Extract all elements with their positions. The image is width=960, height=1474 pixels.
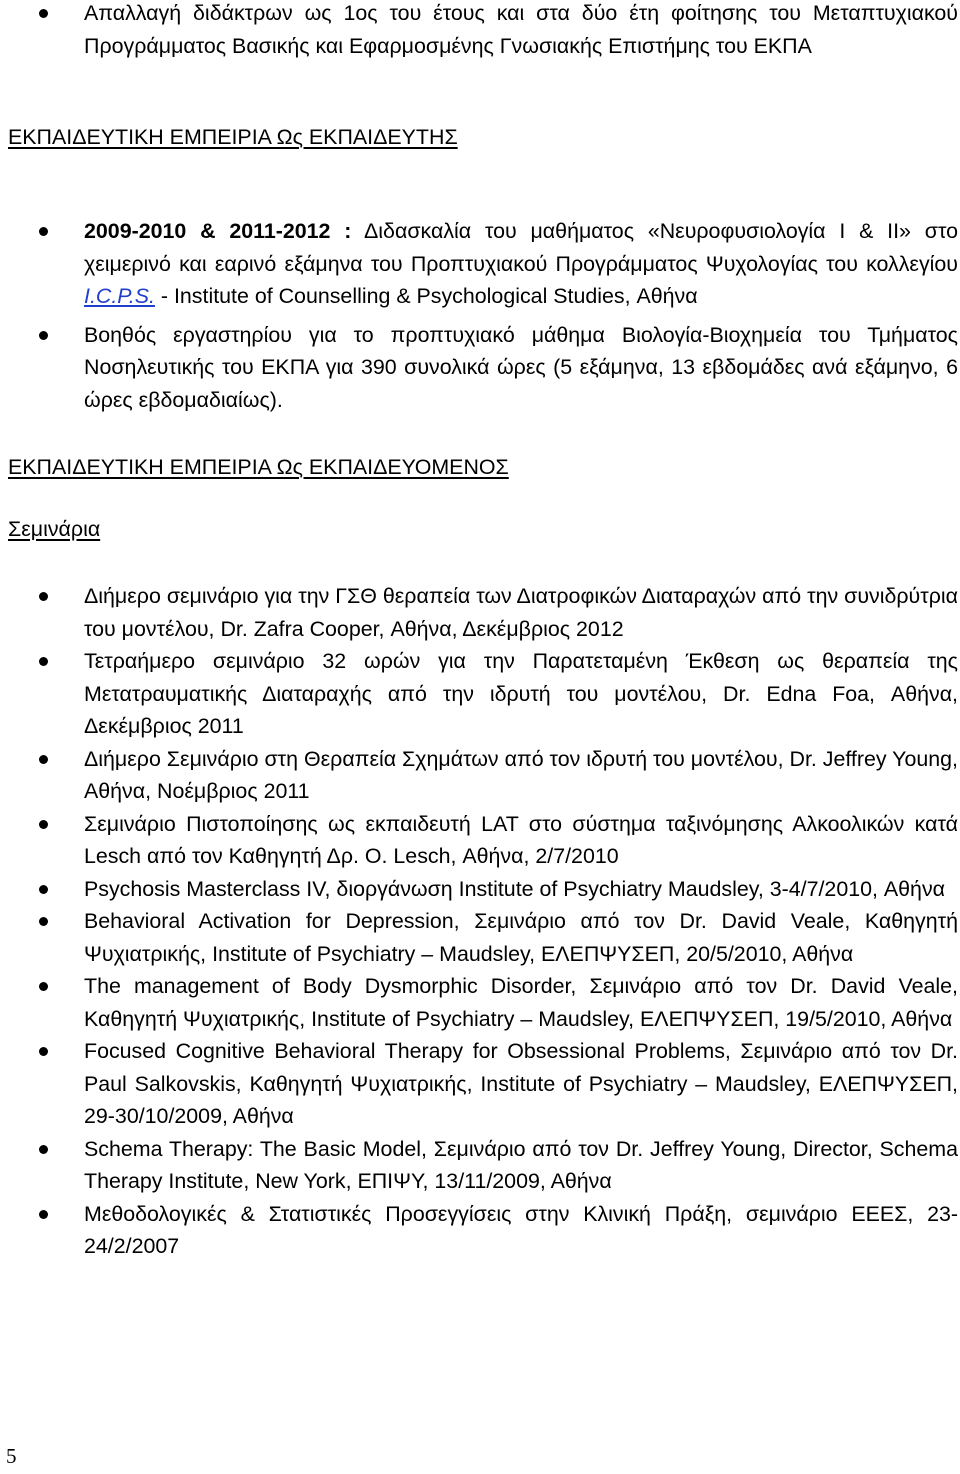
fee-waiver-section <box>0 0 960 62</box>
bullet-icon <box>39 820 48 829</box>
bullet-icon <box>39 885 48 894</box>
section-heading-trainee: ΕΚΠΑΙΔΕΥΤΙΚΗ ΕΜΠΕΙΡΙΑ Ως ΕΚΠΑΙΔΕΥΟΜΕΝΟΣ <box>8 455 509 479</box>
teaching-list <box>0 215 960 416</box>
teaching-description: Διδασκαλία του μαθήματος «Νευροφυσιολογία I & II» στο χειμερινό και εαρινό εξάμηνα του Προπτυχιακού Προγράμματος Ψυχολογίας του κολλεγίου <box>84 219 958 276</box>
list-item-text: Βοηθός εργαστηρίου για το προπτυχιακό μάθημα Βιολογία-Βιοχημεία του Τμήματος Νοσηλευτικής του ΕΚΠΑ για 390 συνολικά ώρες (5 εξάμηνα, 13 εβδομάδες ανά εξάμηνο, 6 ώρες εβδομαδιαίως). <box>84 322 958 412</box>
list-item-text: Psychosis Masterclass IV, διοργάνωση Institute of Psychiatry Maudsley, 3-4/7/2010, Αθήνα <box>84 876 946 901</box>
bullet-icon <box>39 592 48 601</box>
bullet-icon <box>39 755 48 764</box>
list-item <box>0 1198 960 1263</box>
icps-link[interactable]: I.C.P.S. <box>84 284 155 308</box>
bullet-icon <box>39 917 48 926</box>
list-item <box>0 970 960 1035</box>
list-item <box>0 1133 960 1198</box>
list-item-text <box>84 215 958 313</box>
section-heading-seminars: Σεμινάρια <box>8 517 101 541</box>
page-number: 5 <box>6 1444 17 1468</box>
list-item <box>0 580 960 645</box>
bullet-icon <box>39 1210 48 1219</box>
list-item <box>0 905 960 970</box>
list-item <box>0 215 960 313</box>
bullet-icon <box>39 331 48 340</box>
bullet-icon <box>39 657 48 666</box>
list-item-text: Μεθοδολογικές & Στατιστικές Προσεγγίσεις στην Κλινική Πράξη, σεμινάριο ΕΕΕΣ, 23-24/2/2007 <box>84 1201 958 1258</box>
list-item-text: The management of Body Dysmorphic Disorder, Σεμινάριο από τον Dr. David Veale, Καθηγητή Ψυχιατρικής, Institute of Psychiatry – Maudsley, ΕΛΕΠΨΥΣΕΠ, 19/5/2010, Αθήνα <box>84 974 958 1031</box>
list-item-text: Schema Therapy: The Basic Model, Σεμινάριο από τον Dr. Jeffrey Young, Director, Schema Therapy Institute, New York, ΕΠΙΨΥ, 13/11/2009, Αθήνα <box>84 1136 958 1193</box>
list-item <box>0 808 960 873</box>
list-item-text: Focused Cognitive Behavioral Therapy for Obsessional Problems, Σεμινάριο από τον Dr. Paul Salkovskis, Καθηγητή Ψυχιατρικής, Institute of Psychiatry – Maudsley, ΕΛΕΠΨΥΣΕΠ, 29-30/10/2009, Αθήνα <box>84 1039 958 1128</box>
list-item <box>0 319 960 417</box>
teaching-institute: - Institute of Counselling & Psychological Studies, Αθήνα <box>154 284 698 308</box>
list-item <box>0 743 960 808</box>
bullet-icon <box>39 1145 48 1154</box>
list-item <box>0 645 960 743</box>
list-item-text: Διήμερο σεμινάριο για την ΓΣΘ θεραπεία των Διατροφικών Διαταραχών από την συνιδρύτρια του μοντέλου, Dr. Zafra Cooper, Αθήνα, Δεκέμβριος 2012 <box>84 584 958 641</box>
teaching-years: 2009-2010 & 2011-2012 : <box>84 219 352 243</box>
list-item <box>0 873 960 906</box>
list-item-text: Σεμινάριο Πιστοποίησης ως εκπαιδευτή LAT στο σύστημα ταξινόμησης Αλκοολικών κατά Lesch από τον Καθηγητή Δρ. O. Lesch, Αθήνα, 2/7/2010 <box>84 811 958 868</box>
bullet-icon <box>39 9 48 18</box>
list-item-text: Διήμερο Σεμινάριο στη Θεραπεία Σχημάτων από τον ιδρυτή του μοντέλου, Dr. Jeffrey Young, Αθήνα, Νοέμβριος 2011 <box>84 746 958 803</box>
bullet-icon <box>39 1047 48 1056</box>
list-item <box>0 1035 960 1133</box>
seminars-list <box>0 580 960 1263</box>
bullet-icon <box>39 227 48 236</box>
section-heading-educator: ΕΚΠΑΙΔΕΥΤΙΚΗ ΕΜΠΕΙΡΙΑ Ως ΕΚΠΑΙΔΕΥΤΗΣ <box>8 125 458 149</box>
list-item-text: Τετραήμερο σεμινάριο 32 ωρών για την Παρατεταμένη Έκθεση ως θεραπεία της Μετατραυματικής Διαταραχής από την ιδρυτή του μοντέλου, Dr. Edna Foa, Αθήνα, Δεκέμβριος 2011 <box>84 649 958 738</box>
list-item-text: Απαλλαγή διδάκτρων ως 1ος του έτους και στα δύο έτη φοίτησης του Μεταπτυχιακού Προγράμματος Βασικής και Εφαρμοσμένης Γνωσιακής Επιστήμης του ΕΚΠΑ <box>84 1 958 58</box>
list-item <box>0 0 960 62</box>
bullet-icon <box>39 982 48 991</box>
list-item-text: Behavioral Activation for Depression, Σεμινάριο από τον Dr. David Veale, Καθηγητή Ψυχιατρικής, Institute of Psychiatry – Maudsley, ΕΛΕΠΨΥΣΕΠ, 20/5/2010, Αθήνα <box>84 909 958 966</box>
